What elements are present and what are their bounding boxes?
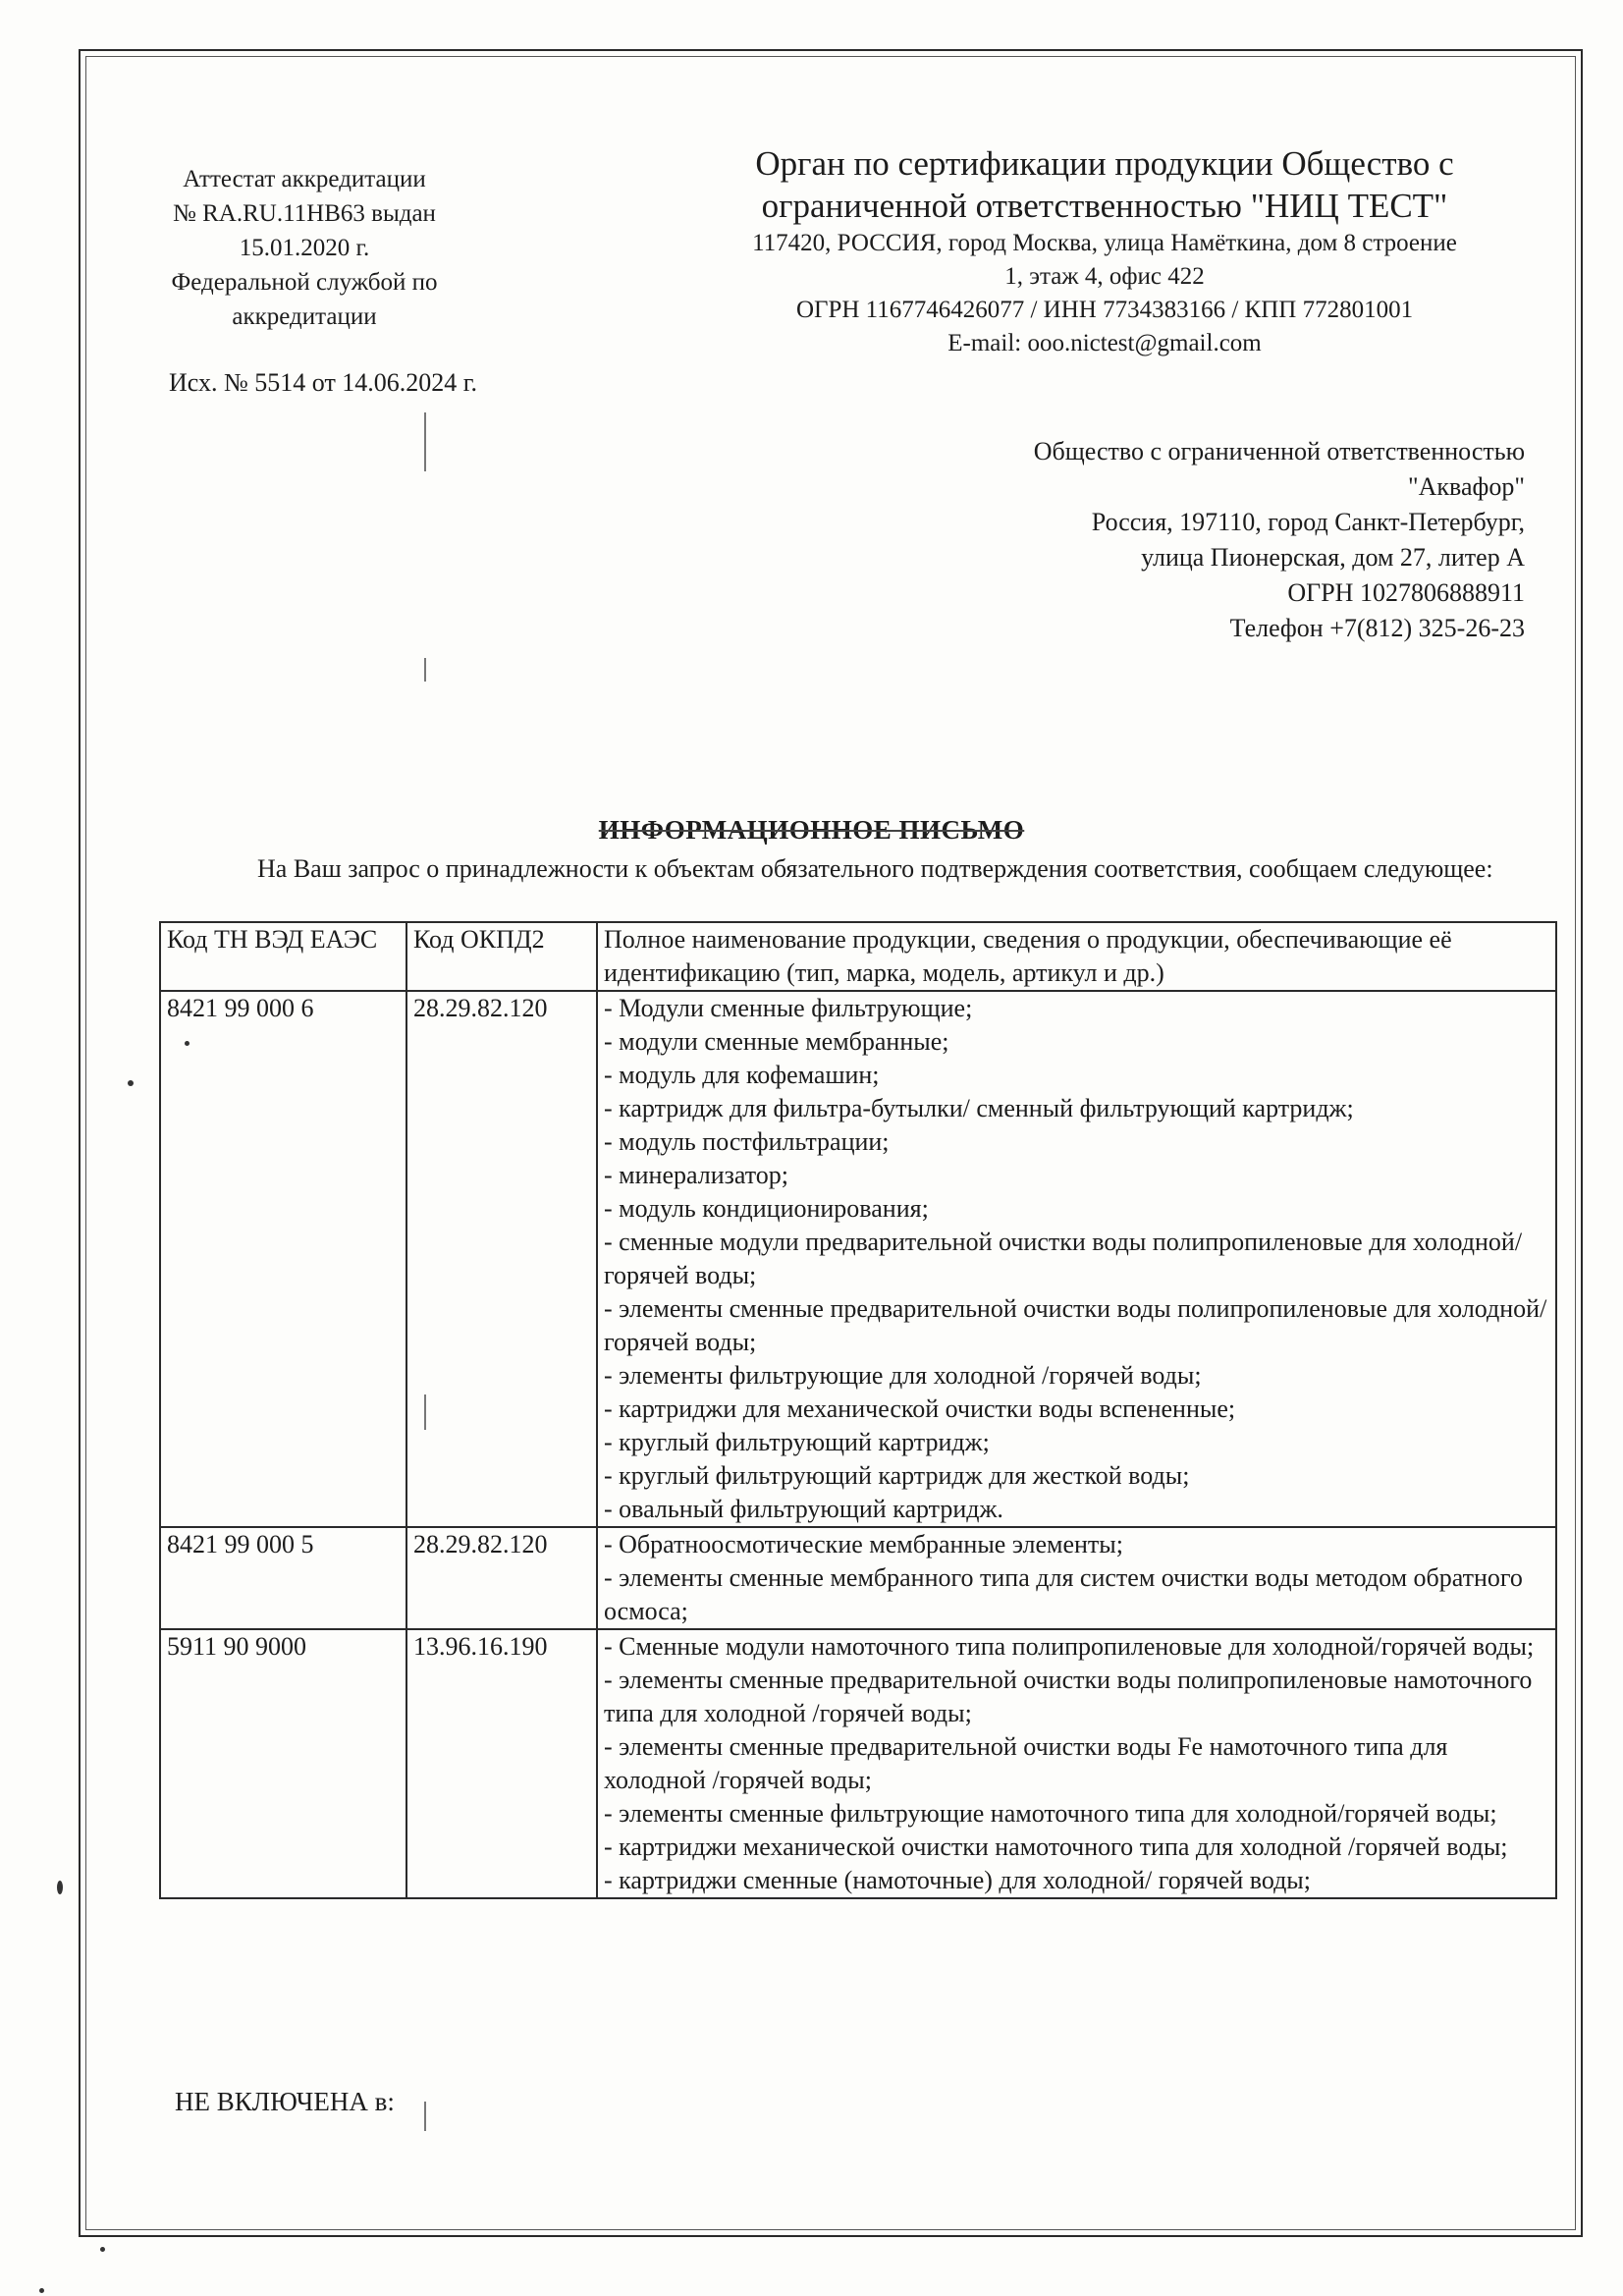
recipient-line: ОГРН 1027806888911 [1287,578,1525,607]
product-item: - Сменные модули намоточного типа полипропиленовые для холодной/горячей воды; [604,1632,1535,1661]
issuer-address-line: 117420, РОССИЯ, город Москва, улица Намёткина, дом 8 строение [752,230,1457,256]
recipient-line: "Аквафор" [1408,472,1525,501]
scan-mark [424,1394,426,1430]
accreditation-line: 15.01.2020 г. [239,235,370,261]
recipient-line: Общество с ограниченной ответственностью [1033,437,1525,465]
recipient-line: Телефон +7(812) 325-26-23 [1229,614,1525,642]
scan-speck [39,2288,44,2293]
issuer-header [677,142,1532,360]
product-item: - модуль для кофемашин; [604,1061,880,1089]
accreditation-line: Федеральной службой по [171,269,438,296]
product-item: - элементы фильтрующие для холодной /горячей воды; [604,1361,1202,1390]
scan-mark [424,412,426,471]
scan-mark [424,2102,426,2131]
product-item: - элементы сменные мембранного типа для систем очистки воды методом обратного осмоса; [604,1563,1523,1625]
table-row [160,1527,1556,1629]
scan-speck [57,1881,63,1894]
accreditation-line: Аттестат аккредитации [183,166,426,192]
cell-tnved: 8421 99 000 5 [160,1527,406,1629]
product-item: - минерализатор; [604,1161,789,1189]
intro-paragraph: На Ваш запрос о принадлежности к объектам обязательного подтверждения соответствия, сообщаем следующее: [257,854,1493,883]
header-tnved: Код ТН ВЭД ЕАЭС [160,922,406,991]
product-item: - Модули сменные фильтрующие; [604,994,973,1022]
cell-products [597,991,1556,1527]
issuer-name-line: ограниченной ответственностью "НИЦ ТЕСТ" [761,187,1448,225]
issuer-email-line: E-mail: ooo.nictest@gmail.com [947,330,1262,356]
scan-speck [185,1041,189,1046]
cell-okpd2: 28.29.82.120 [406,1527,597,1629]
accreditation-block [157,162,452,334]
product-item: - модули сменные мембранные; [604,1027,949,1056]
product-item: - элементы сменные предварительной очистки воды полипропиленовые для холодной/горячей воды; [604,1294,1547,1356]
letter-title: ИНФОРМАЦИОННОЕ ПИСЬМО [598,815,1025,845]
header-product-name: Полное наименование продукции, сведения о продукции, обеспечивающие её идентификацию (тип, марка, модель, артикул и др.) [597,922,1556,991]
cell-okpd2: 28.29.82.120 [406,991,597,1527]
accreditation-line: аккредитации [232,303,377,330]
exclusion-note: НЕ ВКЛЮЧЕНА в: [175,2087,395,2116]
product-item: - овальный фильтрующий картридж. [604,1495,1003,1523]
cell-okpd2: 13.96.16.190 [406,1629,597,1898]
issuer-registration-line: ОГРН 1167746426077 / ИНН 7734383166 / КПП 772801001 [795,297,1414,323]
issuer-address-line: 1, этаж 4, офис 422 [1004,263,1205,290]
accreditation-line: № RA.RU.11НВ63 выдан [173,200,436,227]
scan-mark [424,658,426,682]
header-okpd2: Код ОКПД2 [406,922,597,991]
scan-speck [128,1080,134,1086]
cell-products [597,1629,1556,1898]
product-item: - модуль кондиционирования; [604,1194,929,1223]
products-table [159,921,1557,1899]
recipient-line: улица Пионерская, дом 27, литер А [1141,543,1525,572]
recipient-block [739,434,1525,646]
product-item: - сменные модули предварительной очистки воды полипропиленовые для холодной/горячей воды; [604,1228,1523,1289]
product-item: - элементы сменные фильтрующие намоточного типа для холодной/горячей воды; [604,1799,1497,1828]
table-header-row [160,922,1556,991]
scan-speck [100,2247,105,2252]
product-item: - элементы сменные предварительной очистки воды полипропиленовые намоточного типа для холодной /горячей воды; [604,1666,1533,1727]
product-item: - элементы сменные предварительной очистки воды Fe намоточного типа для холодной /горячей воды; [604,1732,1448,1794]
recipient-line: Россия, 197110, город Санкт-Петербург, [1091,508,1525,536]
letter-intro [167,852,1524,886]
product-item: - картриджи сменные (намоточные) для холодной/ горячей воды; [604,1866,1312,1894]
outgoing-reference: Исх. № 5514 от 14.06.2024 г. [169,368,478,397]
product-item: - круглый фильтрующий картридж; [604,1428,990,1456]
product-item: - картриджи механической очистки намоточного типа для холодной /горячей воды; [604,1832,1508,1861]
table-row [160,991,1556,1527]
cell-tnved: 5911 90 9000 [160,1629,406,1898]
issuer-name-line: Орган по сертификации продукции Общество с [755,144,1454,183]
cell-products [597,1527,1556,1629]
product-item: - картриджи для механической очистки воды вспененные; [604,1394,1236,1423]
product-item: - круглый фильтрующий картридж для жесткой воды; [604,1461,1190,1490]
table-row [160,1629,1556,1898]
cell-tnved: 8421 99 000 6 [160,991,406,1527]
product-item: - Обратноосмотические мембранные элементы; [604,1530,1123,1558]
product-item: - модуль постфильтрации; [604,1127,890,1156]
product-item: - картридж для фильтра-бутылки/ сменный фильтрующий картридж; [604,1094,1354,1122]
